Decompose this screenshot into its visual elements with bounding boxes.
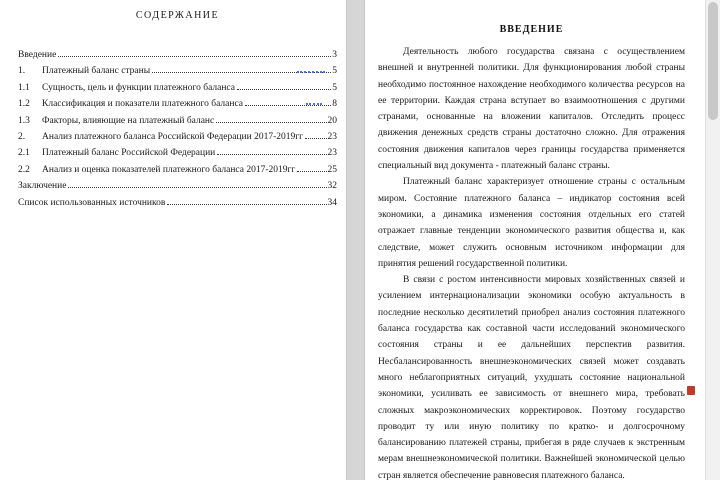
spellcheck-squiggle-icon	[297, 71, 325, 73]
toc-entry[interactable]	[18, 129, 337, 145]
toc-entry-page: 5	[332, 66, 337, 77]
toc-entry-number: 1.1	[18, 82, 30, 93]
toc-entry-number: 1.	[18, 66, 26, 77]
toc-entry[interactable]	[18, 63, 337, 79]
toc-entry[interactable]	[18, 178, 337, 194]
toc-entry[interactable]	[18, 113, 337, 129]
toc-entry-label: Анализ и оценка показателей платежного баланса 2017-2019гг	[42, 164, 296, 175]
toc-entry[interactable]	[18, 162, 337, 178]
toc-entry-label: Сущность, цель и функции платежного баланса	[42, 82, 235, 93]
toc-entry-label: Введение	[18, 50, 57, 60]
toc-entry-label: Платежный баланс Российской Федерации	[42, 148, 216, 159]
introduction-paragraph[interactable]: Деятельность любого государства связана с осуществлением внешней и внутренней политики. Для функционирования любой страны необходимо постоянное нахождение необходимого количества ресурсов на ее территории. Каждая страна вступает во взаимоотношения с другими странами, основанные на вложении капиталов. Отследить процесс движения денежных средств страны достаточно сложно. Для отражения состояния движения капиталов через границы государства применяется специальный вид документа - платежный баланс страны.	[378, 47, 685, 172]
page-gap	[347, 0, 364, 480]
toc-entry-number: 1.3	[18, 115, 30, 126]
page-introduction[interactable]	[364, 0, 705, 480]
toc-leader-dots	[237, 89, 331, 90]
toc-entry-page: 8	[332, 99, 337, 110]
toc-entry-number: 2.2	[18, 164, 30, 175]
toc-entry[interactable]	[18, 47, 337, 63]
toc-entry-label: Список использованных источников	[18, 197, 166, 208]
toc-entry[interactable]	[18, 80, 337, 96]
scrollbar-thumb[interactable]	[708, 2, 718, 120]
toc-leader-dots	[58, 56, 331, 57]
page-contents[interactable]	[0, 0, 347, 480]
toc-entry-page: 32	[327, 181, 337, 192]
toc-leader-dots	[297, 171, 326, 172]
margin-marker-icon	[687, 386, 695, 395]
toc-entry-page: 20	[327, 115, 337, 126]
vertical-scrollbar[interactable]	[705, 0, 720, 480]
toc-entry-label: Анализ платежного баланса Российской Федерации 2017-2019гг	[42, 132, 304, 143]
toc-list	[18, 47, 337, 211]
toc-entry-label: Заключение	[18, 181, 67, 192]
toc-leader-dots	[216, 122, 326, 123]
toc-entry-page: 25	[327, 164, 337, 175]
toc-entry-number: 2.1	[18, 148, 30, 159]
toc-leader-dots	[245, 105, 331, 106]
toc-entry-page: 3	[332, 50, 337, 60]
introduction-body	[378, 44, 685, 480]
toc-entry-page: 5	[332, 82, 337, 93]
toc-entry-page: 34	[327, 197, 337, 208]
spellcheck-squiggle-icon	[306, 103, 322, 105]
toc-entry[interactable]	[18, 96, 337, 112]
introduction-paragraph[interactable]: В связи с ростом интенсивности мировых хозяйственных связей и усилением интернационализации экономики особую актуальность в последние несколько десятилетий приобрел анализ состояния платежного баланса государства как составной части исследований экономического состояния страны и ее дальнейших перспектив развития. Несбалансированность внешнеэкономических связей может создавать много неблагоприятных ситуаций, ухудшать состояние национальной экономики, усиливать ее зависимость от внешнего мира, требовать сложных макроэкономических корректировок. Поэтому государство проводит ту или иную политику по кратко- и долгосрочному балансированию платежей страны, прибегая в ряде случаев к экстренным мерам внешнеэкономической политики. Важнейшей экономической целью стран является обеспечение равновесия платежного баланса.	[378, 275, 685, 480]
toc-entry-number: 1.2	[18, 99, 30, 110]
toc-leader-dots	[167, 204, 326, 205]
toc-leader-dots	[68, 187, 326, 188]
toc-leader-dots	[217, 154, 326, 155]
toc-entry[interactable]	[18, 195, 337, 211]
toc-entry-number: 2.	[18, 132, 26, 143]
toc-entry[interactable]	[18, 145, 337, 161]
toc-entry-label: Платежный баланс страны	[42, 66, 151, 77]
introduction-paragraph[interactable]: Платежный баланс характеризует отношение страны с остальным миром. Состояние платежного баланса – индикатор состояния всей экономики, а динамика изменения состояния отдельных его статей отражает главные тенденции экономического развития общества и, как следствие, может служить основным источником информации для принятия решений государственной политики.	[378, 177, 685, 269]
contents-title: СОДЕРЖАНИЕ	[135, 10, 220, 21]
toc-entry-label: Классификация и показатели платежного баланса	[42, 99, 243, 110]
toc-entry-label: Факторы, влияющие на платежный баланс	[42, 115, 215, 126]
toc-leader-dots	[305, 138, 326, 139]
toc-entry-page: 23	[327, 132, 337, 143]
introduction-title: ВВЕДЕНИЕ	[499, 24, 564, 35]
toc-entry-page: 23	[327, 148, 337, 159]
